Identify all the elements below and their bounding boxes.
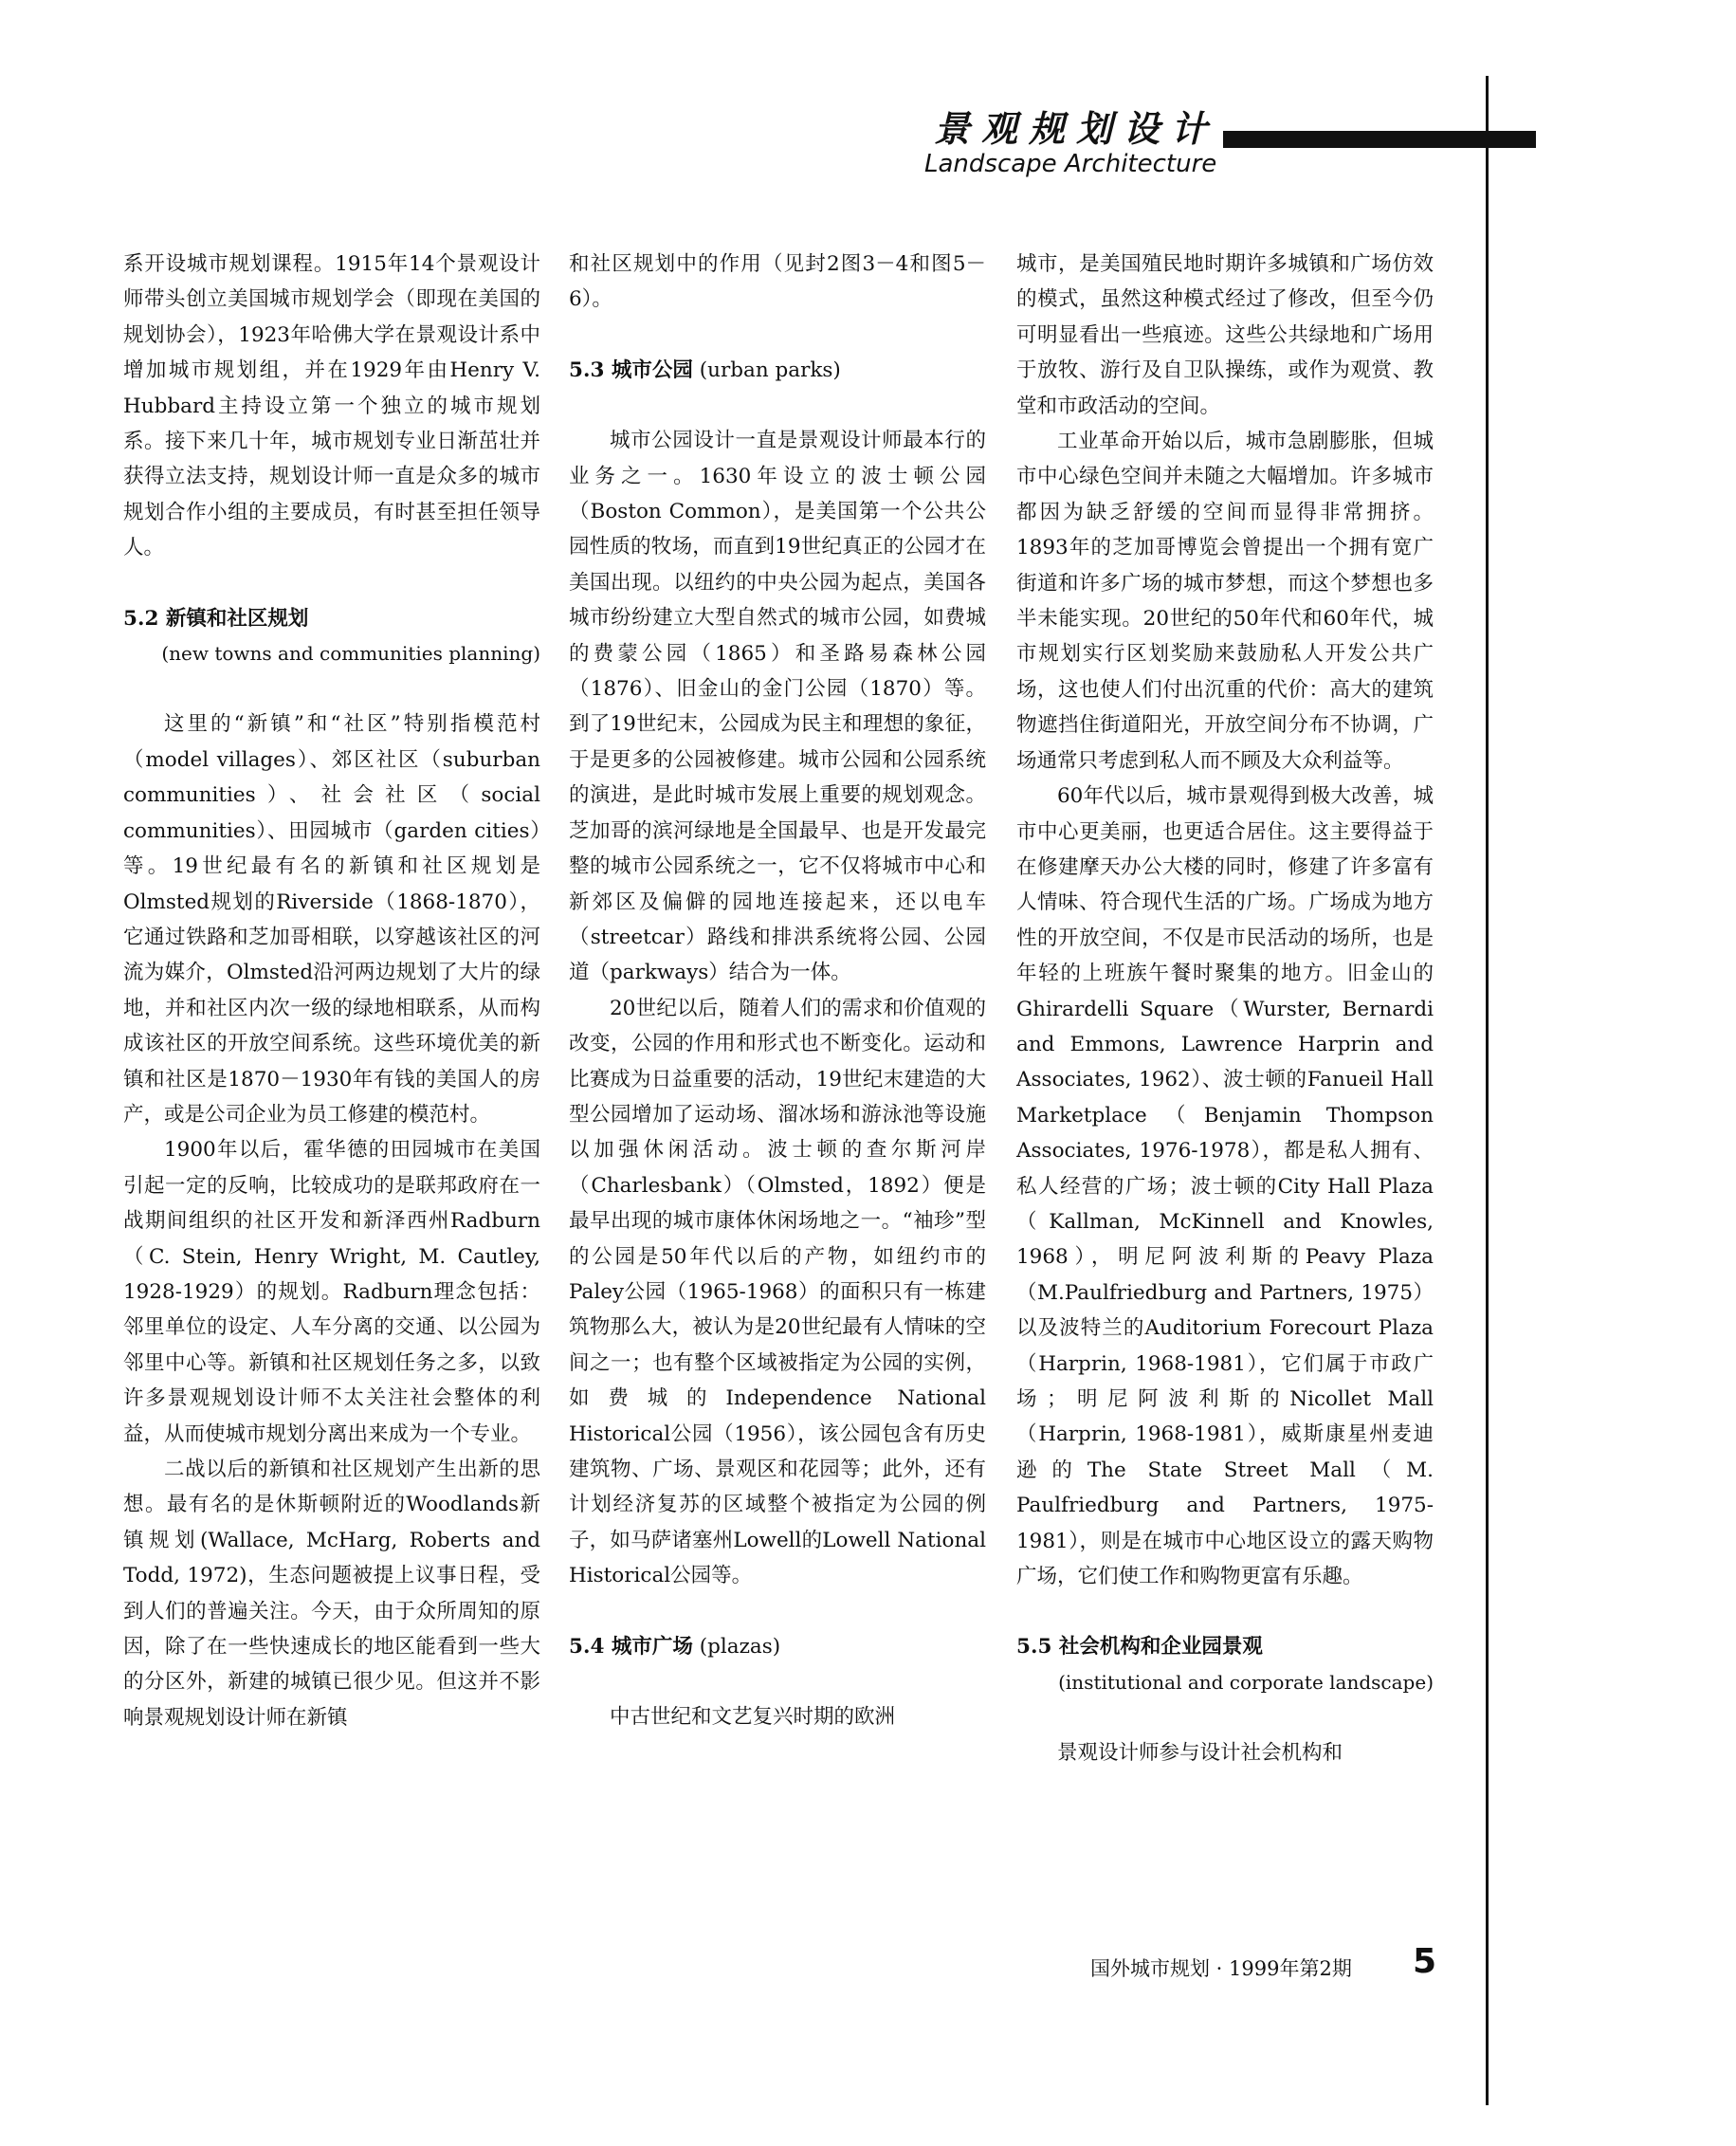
paragraph: 中古世纪和文艺复兴时期的欧洲 [610, 1705, 896, 1730]
paragraph: 二战以后的新镇和社区规划产生出新的思想。最有名的是休斯顿附近的Woodlands新镇规划(Wallace, McHarg, Roberts and Todd, 1972)，生态问题被提上议事日程，受到人们的普遍关注。今天，由于众所周知的原因，除了在一些快速成长的地区能看到一些大的分区外，新建的城镇已很少见。但这并不影响景观规划设计师在新镇 [123, 1458, 540, 1730]
section-heading-5-3-en: (urban parks) [699, 358, 841, 382]
section-heading-5-4-en: (plazas) [699, 1634, 781, 1659]
section-heading-5-4-title: 5.4 城市广场 [569, 1634, 693, 1659]
journal-footer: 国外城市规划 · 1999年第2期 [1090, 1957, 1352, 1980]
section-heading-5-2: 5.2 新镇和社区规划 [123, 606, 309, 631]
section-header-cn: 景观规划设计 [934, 108, 1219, 150]
right-margin-rule [1486, 76, 1489, 2105]
header-rule-bar [1223, 131, 1536, 148]
section-heading-5-4 [569, 1629, 986, 1664]
paragraph: 这里的“新镇”和“社区”特别指模范村（model villages）、郊区社区（suburban communities）、社会社区（social communities）、田园城市（garden cities）等。19世纪最有名的新镇和社区规划是Olmsted规划的Riverside（1868-1870），它通过铁路和芝加哥相联，以穿越该社区的河流为媒介，Olmsted沿河两边规划了大片的绿地，并和社区内次一级的绿地相联系，从而构成该社区的开放空间系统。这些环境优美的新镇和社区是1870－1930年有钱的美国人的房产，或是公司企业为员工修建的模范村。 [123, 712, 540, 1127]
text-column-2 [569, 247, 986, 1734]
paragraph: 1900年以后，霍华德的田园城市在美国引起一定的反响，比较成功的是联邦政府在一战期间组织的社区开发和新泽西州Radburn（C. Stein, Henry Wright, M. Cautley, 1928-1929）的规划。Radburn理念包括：邻里单位的设定、人车分离的交通、以公园为邻里中心等。新镇和社区规划任务之多，以致许多景观规划设计师不太关注社会整体的利益，从而使城市规划分离出来成为一个专业。 [123, 1138, 540, 1446]
text-column-3 [1016, 247, 1434, 1771]
paragraph: 城市公园设计一直是景观设计师最本行的业务之一。1630年设立的波士顿公园（Boston Common），是美国第一个公共公园性质的牧场，而直到19世纪真正的公园才在美国出现。以纽约的中央公园为起点，美国各城市纷纷建立大型自然式的城市公园，如费城的费蒙公园（1865）和圣路易森林公园（1876）、旧金山的金门公园（1870）等。到了19世纪末，公园成为民主和理想的象征，于是更多的公园被修建。城市公园和公园系统的演进，是此时城市发展上重要的规划观念。芝加哥的滨河绿地是全国最早、也是开发最完整的城市公园系统之一，它不仅将城市中心和新郊区及偏僻的园地连接起来，还以电车（streetcar）路线和排洪系统将公园、公园道（parkways）结合为一体。 [569, 429, 986, 985]
paragraph: 60年代以后，城市景观得到极大改善，城市中心更美丽，也更适合居住。这主要得益于在修建摩天办公大楼的同时，修建了许多富有人情味、符合现代生活的广场。广场成为地方性的开放空间，不仅是市民活动的场所，也是年轻的上班族午餐时聚集的地方。旧金山的Ghirardelli Square（Wurster, Bernardi and Emmons, Lawrence Harprin and Associates, 1962）、波士顿的Fanueil Hall Marketplace（Benjamin Thompson Associates, 1976-1978），都是私人拥有、私人经营的广场；波士顿的City Hall Plaza（Kallman, McKinnell and Knowles, 1968），明尼阿波利斯的Peavy Plaza（M.Paulfriedburg and Partners, 1975）以及波特兰的Auditorium Forecourt Plaza（Harprin, 1968-1981），它们属于市政广场；明尼阿波利斯的Nicollet Mall（Harprin, 1968-1981），威斯康星州麦迪逊的The State Street Mall（M. Paulfriedburg and Partners, 1975-1981），则是在城市中心地区设立的露天购物广场，它们使工作和购物更富有乐趣。 [1016, 784, 1434, 1589]
page-number: 5 [1413, 1942, 1437, 1981]
section-heading-5-3-title: 5.3 城市公园 [569, 358, 693, 382]
section-heading-5-5-en: (institutional and corporate landscape) [1058, 1670, 1434, 1694]
section-heading-5-5: 5.5 社会机构和企业园景观 [1016, 1635, 1263, 1660]
paragraph: 和社区规划中的作用（见封2图3－4和图5－6）。 [569, 252, 986, 312]
paragraph: 系开设城市规划课程。1915年14个景观设计师带头创立美国城市规划学会（即现在美国的规划协会），1923年哈佛大学在景观设计系中增加城市规划组，并在1929年由Henry V. Hubbard主持设立第一个独立的城市规划系。接下来几十年，城市规划专业日渐茁壮并获得立法支持，规划设计师一直是众多的城市规划合作小组的主要成员，有时甚至担任领导人。 [123, 252, 540, 560]
section-heading-5-3 [569, 353, 986, 388]
section-header-en: Landscape Architecture [924, 150, 1217, 178]
text-column-1 [123, 247, 540, 1735]
section-heading-5-2-en: (new towns and communities planning) [161, 642, 540, 666]
paragraph: 工业革命开始以后，城市急剧膨胀，但城市中心绿色空间并未随之大幅增加。许多城市都因为缺乏舒缓的空间而显得非常拥挤。1893年的芝加哥博览会曾提出一个拥有宽广街道和许多广场的城市梦想，而这个梦想也多半未能实现。20世纪的50年代和60年代，城市规划实行区划奖励来鼓励私人开发公共广场，这也使人们付出沉重的代价：高大的建筑物遮挡住街道阳光，开放空间分布不协调，广场通常只考虑到私人而不顾及大众利益等。 [1016, 430, 1434, 773]
paragraph: 20世纪以后，随着人们的需求和价值观的改变，公园的作用和形式也不断变化。运动和比赛成为日益重要的活动，19世纪末建造的大型公园增加了运动场、溜冰场和游泳池等设施以加强休闲活动。波士顿的查尔斯河岸（Charlesbank）（Olmsted，1892）便是最早出现的城市康体休闲场地之一。“袖珍”型的公园是50年代以后的产物，如纽约市的Paley公园（1965-1968）的面积只有一栋建筑物那么大，被认为是20世纪最有人情味的空间之一；也有整个区域被指定为公园的实例，如费城的Independence National Historical公园（1956），该公园包含有历史建筑物、广场、景观区和花园等；此外，还有计划经济复苏的区域整个被指定为公园的例子，如马萨诸塞州Lowell的Lowell National Historical公园等。 [569, 996, 986, 1588]
paragraph: 景观设计师参与设计社会机构和 [1057, 1741, 1343, 1766]
paragraph: 城市，是美国殖民地时期许多城镇和广场仿效的模式，虽然这种模式经过了修改，但至今仍可明显看出一些痕迹。这些公共绿地和广场用于放牧、游行及自卫队操练，或作为观赏、教堂和市政活动的空间。 [1016, 252, 1434, 418]
